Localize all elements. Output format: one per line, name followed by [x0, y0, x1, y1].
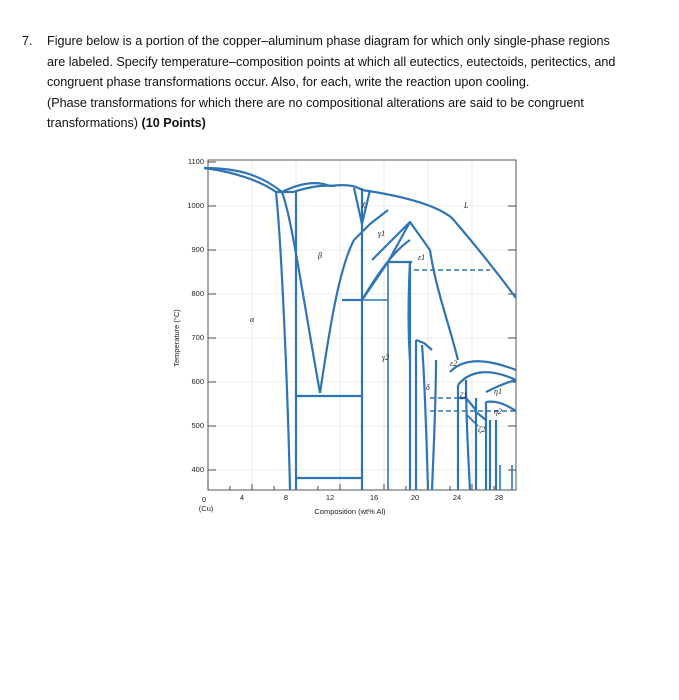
label-eps1: ε1	[418, 253, 426, 262]
x-axis-title: Composition (wt% Al)	[314, 507, 386, 516]
question-line-3: congruent phase transformations occur. Also, for each, write the reaction upon cooling.	[47, 75, 530, 90]
label-chi: χ	[362, 199, 366, 208]
y-tick-700: 700	[191, 333, 204, 342]
y-tick-400: 400	[191, 465, 204, 474]
question-line-2: are labeled. Specify temperature–composition points at which all eutectics, eutectoids, peritectics, and	[47, 54, 616, 69]
y-tick-800: 800	[191, 289, 204, 298]
x-tick-16: 16	[369, 493, 379, 502]
label-alpha: α	[250, 315, 255, 324]
label-zeta2: ζ2	[478, 425, 486, 434]
y-tick-labels	[187, 157, 204, 474]
x-tick-20: 20	[410, 493, 420, 502]
question-note-end: transformations)	[47, 116, 138, 131]
label-beta: β	[318, 251, 322, 260]
y-tick-1100: 1100	[187, 157, 204, 166]
label-gamma1: γ1	[378, 229, 386, 238]
label-gamma2: γ2	[382, 353, 390, 362]
x-tick-24: 24	[452, 493, 462, 502]
label-eps2: ε2	[450, 359, 458, 368]
x-tick-12: 12	[325, 493, 335, 502]
x-tick-0: 0	[201, 495, 207, 504]
x-tick-8: 8	[283, 493, 289, 502]
y-tick-1000: 1000	[187, 201, 204, 210]
y-tick-900: 900	[191, 245, 204, 254]
y-tick-600: 600	[191, 377, 204, 386]
question-points: (10 Points)	[141, 116, 206, 131]
x-origin-cu: (Cu)	[198, 504, 214, 513]
y-axis-title: Temperature (°C)	[172, 309, 181, 367]
question-note: (Phase transformations for which there are no compositional alterations are said to be congruent	[47, 95, 584, 110]
label-eta1: η1	[494, 387, 502, 396]
label-eta2: η2	[494, 407, 502, 416]
question-number: 7.	[22, 34, 33, 48]
question-line-1: Figure below is a portion of the copper–aluminum phase diagram for which only single-phase regions	[47, 34, 610, 48]
label-delta: δ	[426, 383, 430, 392]
y-tick-500: 500	[191, 421, 204, 430]
x-tick-4: 4	[239, 493, 245, 502]
label-zeta1: ζ1	[460, 391, 468, 400]
x-tick-28: 28	[494, 493, 504, 502]
phase-boundaries	[204, 168, 516, 490]
label-liquid: L	[464, 201, 469, 210]
